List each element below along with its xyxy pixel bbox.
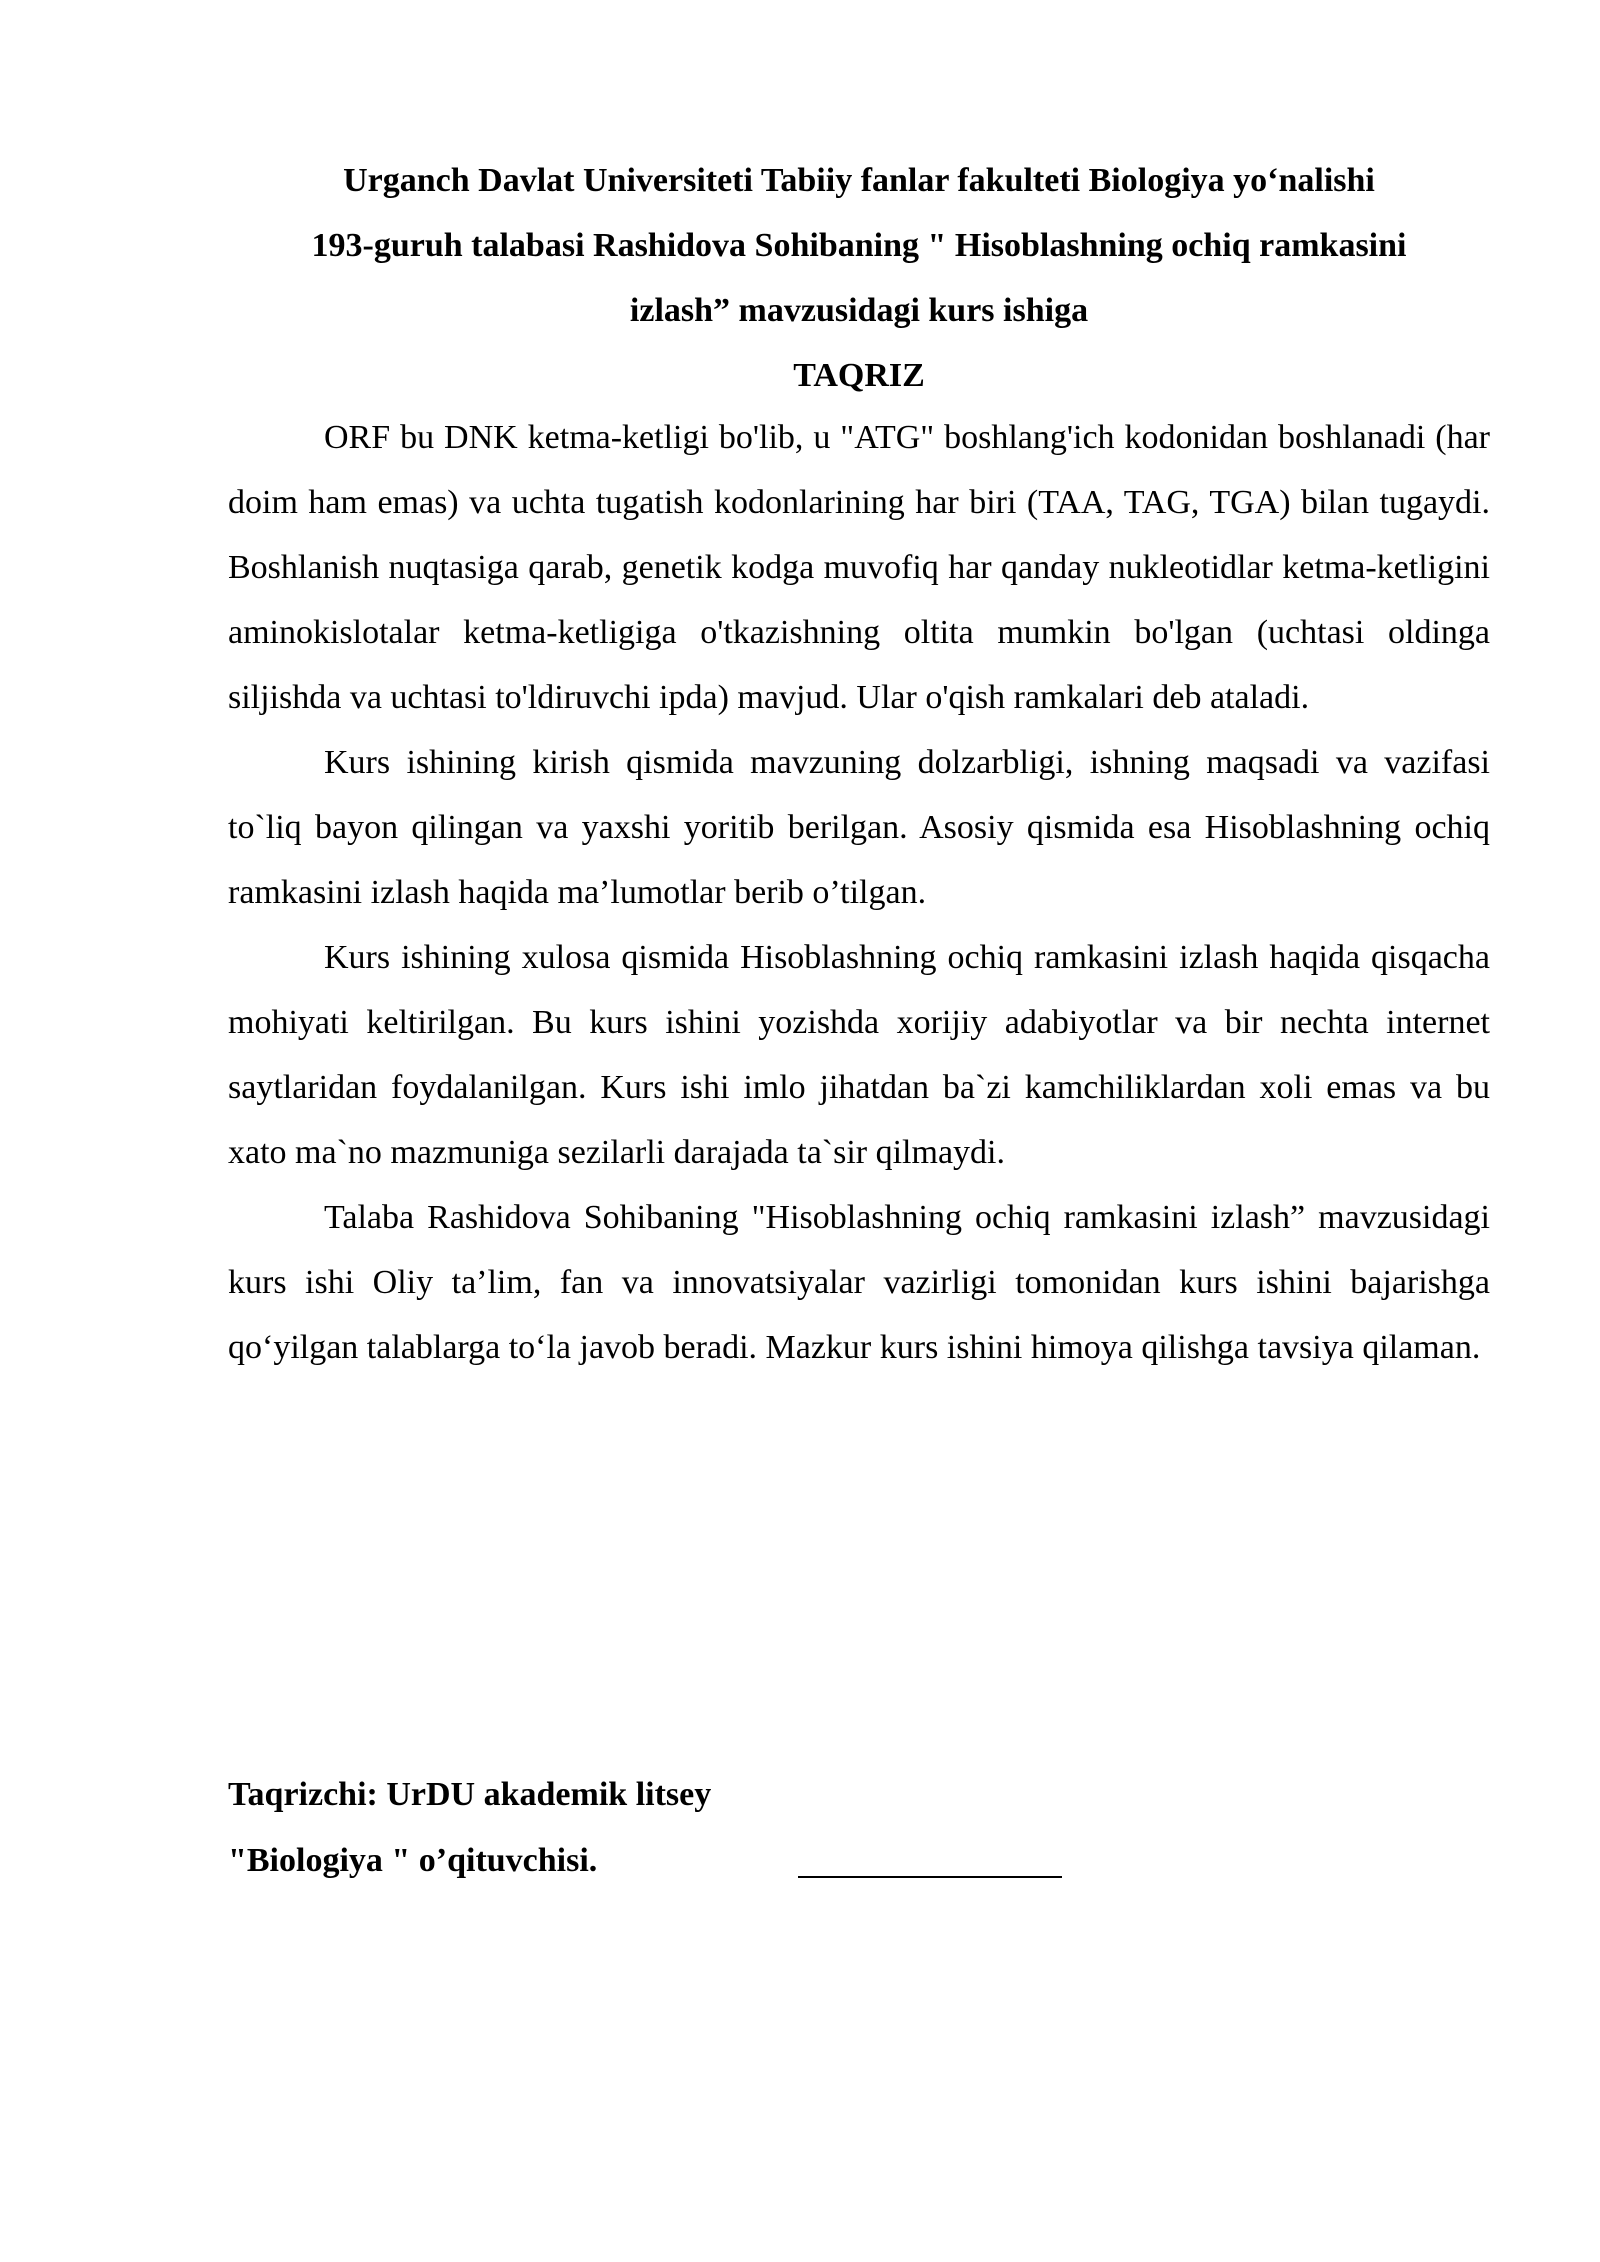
document-header <box>228 148 1490 408</box>
header-line-2: 193-guruh talabasi Rashidova Sohibaning " Hisoblashning ochiq ramkasini <box>311 227 1407 264</box>
reviewer-affiliation: Taqrizchi: UrDU akademik litsey <box>228 1776 712 1813</box>
reviewer-position: "Biologiya " o’qituvchisi. <box>228 1842 598 1879</box>
header-line-3: izlash” mavzusidagi kurs ishiga <box>629 292 1089 329</box>
review-body <box>228 405 1490 1380</box>
paragraph-conclusion-review: Kurs ishining xulosa qismida Hisoblashning ochiq ramkasini izlash haqida qisqacha mohiyati keltirilgan. Bu kurs ishini yozishda xorijiy adabiyotlar va bir nechta internet saytlaridan foydalanilgan. Kurs ishi imlo jihatdan ba`zi kamchiliklardan xoli emas va bu xato ma`no mazmuniga sezilarli darajada ta`sir qilmaydi. <box>228 939 1490 1171</box>
header-line-1: Urganch Davlat Universiteti Tabiiy fanlar fakulteti Biologiya yo‘nalishi <box>343 162 1375 199</box>
paragraph-introduction-review: Kurs ishining kirish qismida mavzuning dolzarbligi, ishning maqsadi va vazifasi to`liq bayon qilingan va yaxshi yoritib berilgan. Asosiy qismida esa Hisoblashning ochiq ramkasini izlash haqida ma’lumotlar berib o’tilgan. <box>228 744 1490 911</box>
signature-block <box>228 1762 1128 1894</box>
paragraph-recommendation: Talaba Rashidova Sohibaning "Hisoblashning ochiq ramkasini izlash” mavzusidagi kurs ishi Oliy ta’lim, fan va innovatsiyalar vazirligi tomonidan kurs ishini bajarishga qo‘yilgan talablarga to‘la javob beradi. Mazkur kurs ishini himoya qilishga tavsiya qilaman. <box>228 1199 1490 1366</box>
document-title: TAQRIZ <box>793 357 925 394</box>
paragraph-orf-definition: ORF bu DNK ketma-ketligi bo'lib, u "ATG" boshlang'ich kodonidan boshlanadi (har doim ham emas) va uchta tugatish kodonlarining har biri (TAA, TAG, TGA) bilan tugaydi. Boshlanish nuqtasiga qarab, genetik kodga muvofiq har qanday nukleotidlar ketma-ketligini aminokislotalar ketma-ketligiga o'tkazishning oltita mumkin bo'lgan (uchtasi oldinga siljishda va uchtasi to'ldiruvchi ipda) mavjud. Ular o'qish ramkalari deb ataladi. <box>228 419 1490 716</box>
signature-line <box>798 1876 1062 1878</box>
